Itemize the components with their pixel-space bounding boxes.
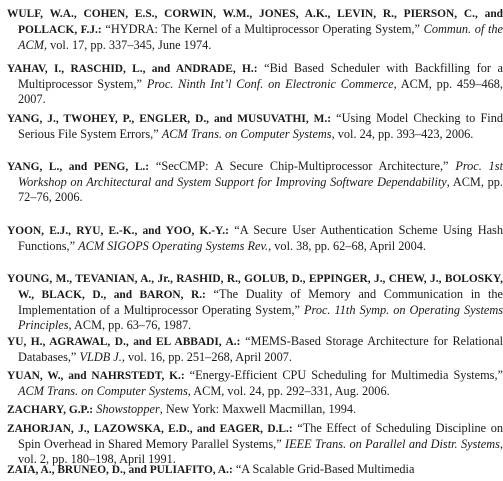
reference-entry: [7, 61, 503, 107]
reference-authors: YU, H., AGRAWAL, D., and EL ABBADI, A.:: [7, 336, 241, 348]
reference-title: “A Secure User Authentication Scheme Using Hash Functions,”: [18, 223, 503, 254]
reference-authors: WULF, W.A., COHEN, E.S., CORWIN, W.M., JONES, A.K., LEVIN, R., PIERSON, C., and POLLACK, F.J.:: [7, 8, 503, 37]
reference-entry: [7, 271, 503, 333]
reference-authors: ZACHARY, G.P.:: [7, 404, 94, 416]
reference-entry: [7, 368, 503, 399]
reference-venue: IEEE Trans. on Parallel and Distr. Systems: [285, 437, 500, 452]
reference-details: , vol. 17, pp. 337–345, June 1974.: [43, 38, 212, 53]
reference-venue: VLDB J.: [79, 350, 122, 365]
reference-details: , ACM, vol. 24, pp. 292–331, Aug. 2006.: [187, 384, 390, 399]
reference-details: , ACM, pp. 459–468, 2007.: [18, 77, 503, 107]
reference-details: , vol. 24, pp. 393–423, 2006.: [331, 127, 474, 142]
reference-venue: Proc. 1st Workshop on Architectural and System Support for Improving Software Dependability: [18, 159, 503, 190]
reference-entry: [7, 159, 503, 205]
reference-venue: Commun. of the ACM: [18, 22, 503, 53]
reference-details: , vol. 2, pp. 180–198, April 1991.: [18, 437, 503, 467]
reference-title: “HYDRA: The Kernel of a Multiprocessor Operating System,”: [101, 22, 424, 37]
reference-entry: [7, 334, 503, 365]
reference-authors: YAHAV, I., RASCHID, L., and ANDRADE, H.:: [7, 63, 258, 75]
reference-entry: [7, 402, 503, 418]
reference-venue: ACM Trans. on Computer Systems: [18, 384, 188, 399]
reference-title: “Bid Based Scheduler with Backfilling for a Multiprocessor System,”: [18, 61, 503, 92]
reference-authors: YOUNG, M., TEVANIAN, A., Jr., RASHID, R., GOLUB, D., EPPINGER, J., CHEW, J., BOLOSKY, W., BLACK, D., and BARON, R.:: [7, 273, 503, 302]
reference-authors: YOON, E.J., RYU, E.-K., and YOO, K.-Y.:: [7, 225, 229, 237]
reference-details: , ACM, pp. 63–76, 1987.: [68, 318, 192, 333]
reference-venue: ACM Trans. on Computer Systems: [161, 127, 332, 142]
reference-title: “The Duality of Memory and Communication in the Implementation of a Multiprocessor Operating System,”: [18, 287, 503, 318]
reference-entry: [7, 421, 503, 467]
reference-title: “SecCMP: A Secure Chip-Multiprocessor Architecture,”: [149, 159, 456, 173]
reference-authors: YUAN, W., and NAHRSTEDT, K.:: [7, 370, 185, 382]
reference-title: “The Effect of Scheduling Discipline on Spin Overhead in Shared Memory Parallel Systems,”: [18, 421, 503, 452]
reference-details: , vol. 38, pp. 62–68, April 2004.: [268, 239, 426, 254]
reference-title: “Energy-Efficient CPU Scheduling for Multimedia Systems,”: [184, 368, 503, 382]
reference-title: “A Scalable Grid-Based Multimedia: [232, 462, 415, 476]
reference-title: “MEMS-Based Storage Architecture for Relational Databases,”: [18, 334, 503, 365]
reference-venue: Proc. 11th Symp. on Operating Systems Principles: [18, 303, 503, 333]
reference-details: , ACM, pp. 72–76, 2006.: [18, 175, 503, 205]
reference-entry: [7, 462, 503, 478]
reference-authors: ZAIA, A., BRUNEO, D., and PULIAFITO, A.:: [7, 464, 233, 476]
reference-title: “Using Model Checking to Find Serious File System Errors,”: [18, 111, 503, 142]
reference-venue: Proc. Ninth Int’l Conf. on Electronic Commerce: [146, 77, 394, 92]
reference-authors: ZAHORJAN, J., LAZOWSKA, E.D., and EAGER, D.L.:: [7, 423, 293, 435]
reference-entry: [7, 223, 503, 254]
reference-authors: YANG, L., and PENG, L.:: [7, 161, 150, 173]
reference-entry: [7, 6, 503, 53]
reference-details: , vol. 16, pp. 251–268, April 2007.: [121, 350, 292, 365]
reference-details: , New York: Maxwell Macmillan, 1994.: [159, 402, 357, 416]
reference-venue: Showstopper: [96, 402, 160, 416]
reference-venue: ACM SIGOPS Operating Systems Rev.: [78, 239, 269, 254]
reference-entry: [7, 111, 503, 142]
reference-authors: YANG, J., TWOHEY, P., ENGLER, D., and MUSUVATHI, M.:: [7, 113, 331, 125]
